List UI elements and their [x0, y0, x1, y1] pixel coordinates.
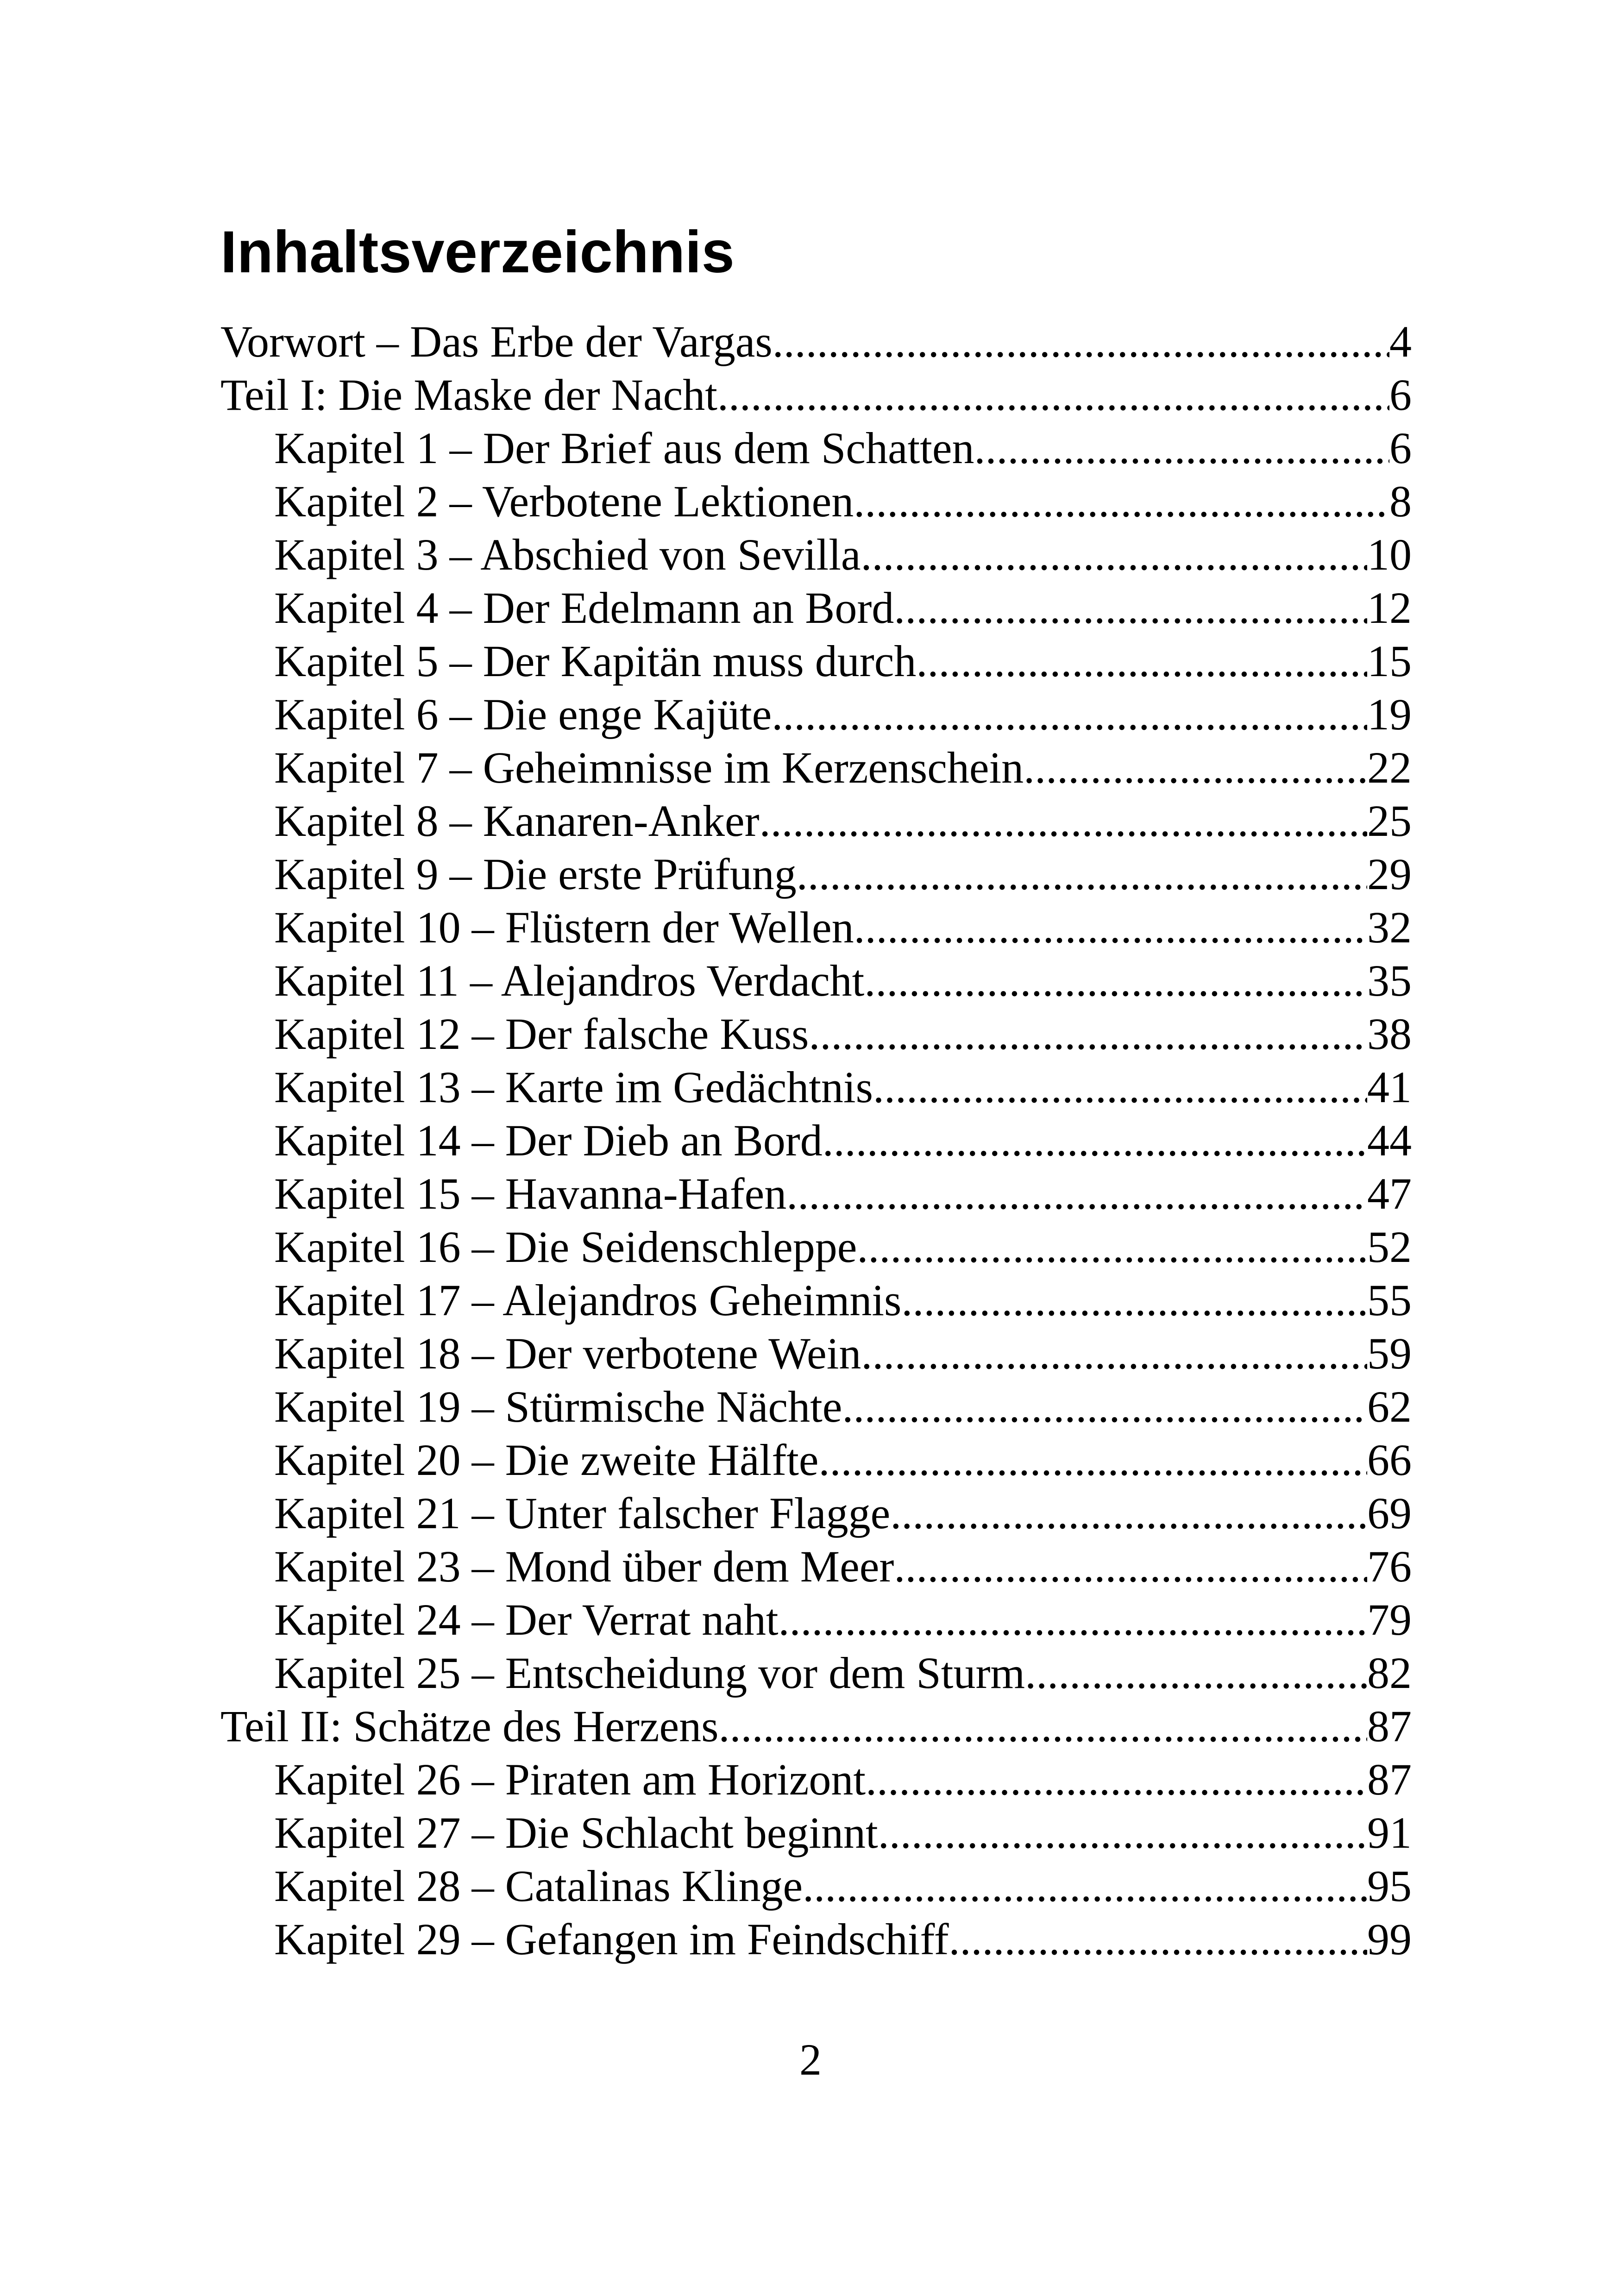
- toc-chapter-entry[interactable]: [220, 1114, 1412, 1167]
- toc-entry-page-number: 35: [1367, 956, 1412, 1005]
- toc-entry-page-number: 25: [1367, 796, 1412, 846]
- toc-entry-page-number: 91: [1367, 1808, 1412, 1857]
- toc-entry-title: Kapitel 1 – Der Brief aus dem Schatten: [274, 423, 974, 473]
- toc-entry-title: Kapitel 23 – Mond über dem Meer: [274, 1542, 894, 1591]
- dot-leader: [974, 421, 1389, 475]
- toc-entry-page-number: 6: [1389, 370, 1412, 420]
- dot-leader: [760, 794, 1367, 847]
- toc-entry-title: Kapitel 14 – Der Dieb an Bord: [274, 1116, 823, 1165]
- toc-entry-page-number: 66: [1367, 1435, 1412, 1485]
- dot-leader: [894, 581, 1367, 634]
- toc-chapter-entry[interactable]: [220, 475, 1412, 528]
- toc-entry-page-number: 29: [1367, 849, 1412, 899]
- toc-chapter-entry[interactable]: [220, 1753, 1412, 1806]
- toc-chapter-entry[interactable]: [220, 1859, 1412, 1913]
- toc-chapter-entry[interactable]: [220, 1487, 1412, 1540]
- toc-chapter-entry[interactable]: [220, 901, 1412, 954]
- toc-entry-title: Kapitel 16 – Die Seidenschleppe: [274, 1222, 857, 1272]
- dot-leader: [819, 1433, 1367, 1487]
- dot-leader: [786, 1167, 1367, 1220]
- toc-entry-page-number: 55: [1367, 1275, 1412, 1325]
- dot-leader: [823, 1114, 1367, 1167]
- toc-entry-title: Kapitel 6 – Die enge Kajüte: [274, 690, 772, 739]
- toc-entry-title: Kapitel 12 – Der falsche Kuss: [274, 1009, 809, 1059]
- dot-leader: [809, 1007, 1367, 1060]
- dot-leader: [894, 1540, 1367, 1593]
- dot-leader: [866, 1753, 1367, 1806]
- dot-leader: [854, 901, 1367, 954]
- toc-entry-page-number: 87: [1367, 1755, 1412, 1804]
- dot-leader: [890, 1487, 1367, 1540]
- toc-entry-title: Kapitel 19 – Stürmische Nächte: [274, 1382, 842, 1431]
- toc-entry-page-number: 19: [1367, 690, 1412, 739]
- toc-entry-page-number: 87: [1367, 1701, 1412, 1751]
- toc-entry-page-number: 41: [1367, 1062, 1412, 1112]
- toc-entry-title: Kapitel 13 – Karte im Gedächtnis: [274, 1062, 873, 1112]
- toc-entry-title: Kapitel 2 – Verbotene Lektionen: [274, 477, 854, 526]
- toc-entry-page-number: 8: [1389, 477, 1412, 526]
- dot-leader: [717, 368, 1389, 421]
- dot-leader: [803, 1859, 1367, 1913]
- dot-leader: [773, 315, 1389, 368]
- dot-leader: [857, 1220, 1367, 1273]
- dot-leader: [718, 1700, 1367, 1753]
- toc-chapter-entry[interactable]: [220, 1060, 1412, 1114]
- toc-entry-title: Kapitel 25 – Entscheidung vor dem Sturm: [274, 1648, 1025, 1698]
- dot-leader: [861, 1327, 1367, 1380]
- toc-entry-page-number: 6: [1389, 423, 1412, 473]
- toc-chapter-entry[interactable]: [220, 1007, 1412, 1060]
- toc-entry-title: Kapitel 20 – Die zweite Hälfte: [274, 1435, 819, 1485]
- toc-entry-page-number: 4: [1389, 317, 1412, 366]
- dot-leader: [901, 1273, 1367, 1327]
- toc-entry-title: Teil I: Die Maske der Nacht: [220, 370, 717, 420]
- toc-chapter-entry[interactable]: [220, 1167, 1412, 1220]
- toc-entry-title: Kapitel 8 – Kanaren-Anker: [274, 796, 760, 846]
- dot-leader: [861, 528, 1367, 581]
- toc-chapter-entry[interactable]: [220, 421, 1412, 475]
- toc-entry-title: Kapitel 24 – Der Verrat naht: [274, 1595, 779, 1644]
- toc-entry-title: Kapitel 17 – Alejandros Geheimnis: [274, 1275, 902, 1325]
- toc-entry-page-number: 59: [1367, 1329, 1412, 1378]
- toc-entry-page-number: 38: [1367, 1009, 1412, 1059]
- toc-chapter-entry[interactable]: [220, 1593, 1412, 1646]
- dot-leader: [949, 1913, 1367, 1966]
- toc-chapter-entry[interactable]: [220, 688, 1412, 741]
- dot-leader: [1025, 1646, 1367, 1700]
- toc-part-entry[interactable]: [220, 315, 1412, 368]
- toc-entry-page-number: 52: [1367, 1222, 1412, 1272]
- toc-entry-title: Kapitel 21 – Unter falscher Flagge: [274, 1488, 891, 1538]
- toc-entry-page-number: 82: [1367, 1648, 1412, 1698]
- toc-entry-title: Kapitel 5 – Der Kapitän muss durch: [274, 636, 917, 686]
- toc-chapter-entry[interactable]: [220, 1540, 1412, 1593]
- dot-leader: [1024, 741, 1367, 794]
- dot-leader: [797, 847, 1367, 901]
- toc-entry-page-number: 95: [1367, 1861, 1412, 1911]
- dot-leader: [878, 1806, 1367, 1859]
- toc-entry-title: Teil II: Schätze des Herzens: [220, 1701, 719, 1751]
- toc-chapter-entry[interactable]: [220, 847, 1412, 901]
- toc-chapter-entry[interactable]: [220, 1806, 1412, 1859]
- toc-entry-title: Kapitel 10 – Flüstern der Wellen: [274, 903, 854, 952]
- toc-entry-title: Kapitel 4 – Der Edelmann an Bord: [274, 583, 894, 633]
- toc-part-entry[interactable]: [220, 1700, 1412, 1753]
- table-of-contents: [220, 315, 1412, 1966]
- toc-entry-page-number: 79: [1367, 1595, 1412, 1644]
- toc-chapter-entry[interactable]: [220, 1433, 1412, 1487]
- toc-entry-page-number: 47: [1367, 1169, 1412, 1218]
- toc-entry-title: Kapitel 7 – Geheimnisse im Kerzenschein: [274, 743, 1024, 792]
- toc-chapter-entry[interactable]: [220, 634, 1412, 688]
- page-number: 2: [799, 2035, 822, 2084]
- toc-entry-page-number: 32: [1367, 903, 1412, 952]
- toc-chapter-entry[interactable]: [220, 1220, 1412, 1273]
- toc-entry-page-number: 12: [1367, 583, 1412, 633]
- toc-entry-page-number: 22: [1367, 743, 1412, 792]
- toc-entry-page-number: 99: [1367, 1914, 1412, 1964]
- toc-entry-title: Kapitel 29 – Gefangen im Feindschiff: [274, 1914, 949, 1964]
- page-title: Inhaltsverzeichnis: [220, 219, 735, 285]
- toc-chapter-entry[interactable]: [220, 1380, 1412, 1433]
- toc-chapter-entry[interactable]: [220, 741, 1412, 794]
- toc-chapter-entry[interactable]: [220, 1327, 1412, 1380]
- toc-chapter-entry[interactable]: [220, 528, 1412, 581]
- dot-leader: [772, 688, 1367, 741]
- toc-entry-title: Vorwort – Das Erbe der Vargas: [220, 317, 773, 366]
- toc-entry-title: Kapitel 27 – Die Schlacht beginnt: [274, 1808, 878, 1857]
- dot-leader: [916, 634, 1367, 688]
- toc-chapter-entry[interactable]: [220, 954, 1412, 1007]
- dot-leader: [873, 1060, 1367, 1114]
- toc-entry-title: Kapitel 28 – Catalinas Klinge: [274, 1861, 803, 1911]
- toc-part-entry[interactable]: [220, 368, 1412, 421]
- toc-entry-title: Kapitel 11 – Alejandros Verdacht: [274, 956, 865, 1005]
- toc-chapter-entry[interactable]: [220, 1273, 1412, 1327]
- toc-entry-title: Kapitel 15 – Havanna-Hafen: [274, 1169, 787, 1218]
- dot-leader: [864, 954, 1367, 1007]
- dot-leader: [779, 1593, 1367, 1646]
- toc-entry-page-number: 15: [1367, 636, 1412, 686]
- toc-chapter-entry[interactable]: [220, 794, 1412, 847]
- toc-chapter-entry[interactable]: [220, 581, 1412, 634]
- dot-leader: [842, 1380, 1367, 1433]
- toc-chapter-entry[interactable]: [220, 1646, 1412, 1700]
- dot-leader: [854, 475, 1389, 528]
- toc-entry-page-number: 62: [1367, 1382, 1412, 1431]
- toc-entry-title: Kapitel 9 – Die erste Prüfung: [274, 849, 797, 899]
- toc-entry-page-number: 44: [1367, 1116, 1412, 1165]
- toc-entry-title: Kapitel 18 – Der verbotene Wein: [274, 1329, 861, 1378]
- toc-chapter-entry[interactable]: [220, 1913, 1412, 1966]
- toc-entry-page-number: 10: [1367, 530, 1412, 579]
- toc-entry-page-number: 69: [1367, 1488, 1412, 1538]
- toc-entry-title: Kapitel 26 – Piraten am Horizont: [274, 1755, 866, 1804]
- toc-entry-page-number: 76: [1367, 1542, 1412, 1591]
- toc-entry-title: Kapitel 3 – Abschied von Sevilla: [274, 530, 861, 579]
